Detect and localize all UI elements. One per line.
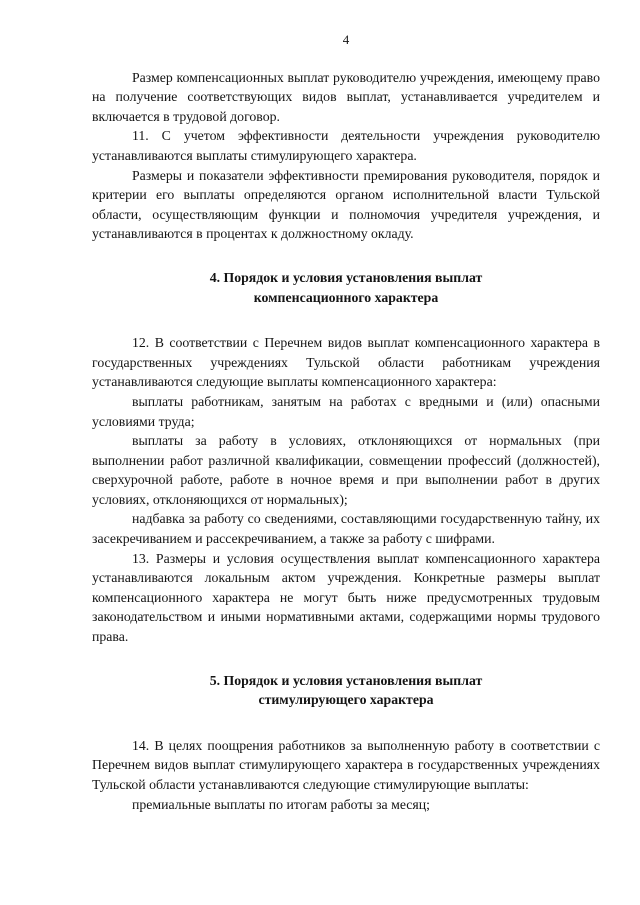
paragraph-bonus-criteria: Размеры и показатели эффективности премирования руководителя, порядок и критерии его выплаты определяются органом исполнительной власти Тульской области, осуществляющим функции и полномочия учредителя учреждения, и устанавливаются в процентах к должностному окладу. — [92, 167, 600, 242]
section-4-heading-line2: компенсационного характера — [253, 289, 439, 305]
list-item-state-secret-allowance: надбавка за работу со сведениями, составляющими государственную тайну, их засекречиванием и рассекречиванием, а также за работу с шифрами. — [92, 511, 600, 547]
paragraph-13: 13. Размеры и условия осуществления выплат компенсационного характера устанавливаются локальным актом учреждения. Конкретные размеры выплат компенсационного характера не могут быть ниже предусмотренных трудовым законодательством и иными нормативными актами, содержащими нормы трудового права. — [92, 550, 600, 645]
section-4-heading-line1: 4. Порядок и условия установления выплат — [209, 269, 483, 285]
list-item-abnormal-conditions: выплаты за работу в условиях, отклоняющихся от нормальных (при выполнении работ различной квалификации, совмещении профессий (должностей), сверхурочной работе, работе в ночное время и при выполнении работ в других условиях, отклоняющихся от нормальных); — [92, 433, 600, 507]
section-5-heading — [92, 671, 600, 710]
list-item-harmful-conditions: выплаты работникам, занятым на работах с вредными и (или) опасными условиями труда; — [92, 393, 600, 429]
section-5-heading-line2: стимулирующего характера — [258, 692, 434, 708]
page-number: 4 — [342, 32, 350, 47]
list-item-monthly-bonus: премиальные выплаты по итогам работы за месяц; — [132, 796, 430, 812]
paragraph-compensation-size: Размер компенсационных выплат руководителю учреждения, имеющему право на получение соответствующих видов выплат, устанавливается учредителем и включается в трудовой договор. — [92, 69, 600, 124]
paragraph-14: 14. В целях поощрения работников за выполненную работу в соответствии с Перечнем видов выплат стимулирующего характера в государственных учреждениях Тульской области устанавливаются следующие стимулирующие выплаты: — [92, 737, 600, 792]
section-4-heading — [92, 268, 600, 307]
paragraph-11: 11. С учетом эффективности деятельности учреждения руководителю устанавливаются выплаты стимулирующего характера. — [92, 128, 600, 163]
paragraph-12: 12. В соответствии с Перечнем видов выплат компенсационного характера в государственных учреждениях Тульской области работникам учреждения устанавливаются следующие выплаты компенсационного характера: — [92, 335, 600, 390]
section-5-heading-line1: 5. Порядок и условия установления выплат — [209, 672, 483, 688]
